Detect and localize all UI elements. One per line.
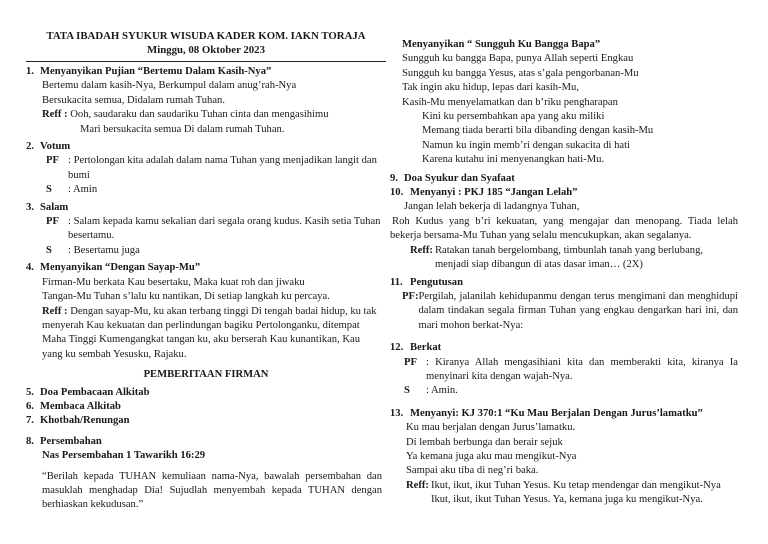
lyric-line: Memang tiada berarti bila dibanding dengan kasih-Mu [422, 125, 654, 137]
lyric-line: Karena kutahu ini menyenangkan hati-Mu. [422, 154, 605, 166]
lyric-line: Di lembah berbunga dan berair sejuk [406, 436, 563, 448]
title-divider [26, 61, 386, 62]
section-number: 6. [26, 400, 34, 412]
section-7 [26, 414, 382, 428]
section-title: Khotbah/Renungan [40, 415, 130, 427]
pf-label: PF [46, 155, 59, 167]
lyric-line: Firman-Mu berkata Kau besertaku, Maka kuat roh dan jiwaku [42, 276, 305, 288]
reff-label: Reff: [410, 244, 433, 256]
section-title: Votum [40, 141, 71, 153]
section-title: Doa Syukur dan Syafaat [404, 172, 515, 184]
reff-label: Reff: [406, 479, 429, 491]
s-text: : Amin. [426, 385, 458, 397]
section-6 [26, 400, 382, 414]
lyric-line: Tak ingin aku hidup, lepas dari kasih-Mu, [402, 82, 579, 94]
reff-line: Ooh, saudaraku dan saudariku Tuhan cinta dan mengasihimu [70, 109, 329, 121]
pf-text: : Kiranya Allah mengasihiani kita dan memberakti kita, kiranya Ia menyinari kita dengan wajah-Nya. [426, 356, 738, 382]
s-label: S [46, 184, 52, 196]
reff-label: Reff : [42, 109, 68, 121]
lyric-line: Sungguh ku bangga Yesus, atas s’gala pengorbanan-Mu [402, 67, 639, 79]
reff-text: Ikut, ikut, ikut Tuhan Yesus. Ku tetap mendengar dan mengikut-Nya Ikut, ikut, ikut Tuhan Yesus. Ya, kemana juga ku mengikut-Nya. [430, 479, 721, 506]
s-label: S [46, 244, 52, 256]
section-8 [26, 435, 382, 513]
section-title: Salam [40, 201, 69, 213]
firman-heading: PEMBERITAAN FIRMAN [143, 369, 269, 381]
section-title: Menyanyi: KJ 370:1 “Ku Mau Berjalan Dengan Jurus’lamatku” [410, 407, 703, 419]
right-column [390, 38, 738, 508]
section-4 [26, 261, 382, 362]
section-title: Membaca Alkitab [40, 400, 121, 412]
lyric-line: Kasih-Mu menyelamatkan dan b’riku pengharapan [402, 96, 618, 108]
reff-text: Ratakan tanah bergelombang, timbunlah tanah yang berlubang, menjadi siap dibangun di atas dasar iman… (2X) [434, 244, 704, 271]
reff-label: Reff : [42, 305, 68, 317]
lyric-line: Bertemu dalam kasih-Nya, Berkumpul dalam anug’rah-Nya [42, 80, 297, 92]
lyric-line: Bersukacita semua, Didalam rumah Tuhan. [42, 94, 226, 106]
section-number: 5. [26, 386, 34, 398]
lyric-line: Sungguh ku bangga Bapa, punya Allah seperti Engkau [402, 53, 634, 65]
section-11 [390, 276, 738, 334]
section-13 [390, 407, 738, 508]
lyric-line: Sampai aku tiba di neg’ri baka. [406, 465, 539, 477]
pf-label: PF [404, 356, 417, 368]
lyric-line: Namun ku ingin memb’ri dengan sukacita di hati [422, 139, 631, 151]
pf-text: : Salam kepada kamu sekalian dari segala orang kudus. Kasih setia Tuhan besertamu. [68, 216, 381, 242]
lyric-line: Kini ku persembahkan apa yang aku miliki [422, 111, 605, 123]
reff-text: Dengan sayap-Mu, ku akan terbang tinggi Di tengah badai hidup, ku tak menyerah Kau kekuatan dan perlindungan bagiku Pertolonganku, ditempat Maha Tinggi Kumengangkat tangan ku, aku berserah Kau kunantikan, Kau yang ku sembah Yesusku, Rajaku. [42, 305, 377, 360]
section-2 [26, 140, 382, 198]
section-title: Menyanyi : PKJ 185 “Jangan Lelah” [410, 187, 578, 199]
section-12 [390, 341, 738, 399]
section-1 [26, 65, 382, 137]
section-number: 1. [26, 66, 34, 77]
section-9 [390, 172, 738, 186]
song-section [390, 38, 738, 168]
section-title: Pengutusan [410, 276, 463, 288]
section-number: 4. [26, 262, 34, 274]
lyric-line: Roh Kudus yang b’ri kekuatan, yang mengajar dan menopang. Tiada lelah bekerja bersama-Mu Tuhan yang selalu mencukupkan, akan segalanya. [390, 215, 738, 242]
section-3 [26, 201, 382, 259]
document-title: TATA IBADAH SYUKUR WISUDA KADER KOM. IAKN TORAJA [46, 30, 366, 42]
section-number: 13. [390, 407, 404, 419]
pf-label: PF: [402, 290, 419, 302]
section-10 [390, 186, 738, 272]
song-title: Menyanyikan “ Sungguh Ku Bangga Bapa” [402, 39, 601, 50]
pf-label: PF [46, 216, 59, 228]
lyric-line: Tangan-Mu Tuhan s’lalu ku nantikan, Di setiap langkah ku percaya. [42, 291, 330, 303]
nas-title: Nas Persembahan 1 Tawarikh 16:29 [42, 450, 206, 462]
pf-text: : Pertolongan kita adalah dalam nama Tuhan yang menjadikan langit dan bumi [68, 155, 377, 181]
section-title: Menyanyikan Pujian “Bertemu Dalam Kasih-Nya” [40, 66, 272, 77]
s-label: S [404, 385, 410, 397]
section-number: 2. [26, 141, 34, 153]
section-number: 8. [26, 435, 34, 447]
pf-text: Pergilah, jalanilah kehidupanmu dengan terus mengimani dan menghidupi dalam tindakan segala firman Tuhan yang engkau dengarkan hari ini, dan mari mohon berkat-Nya: [418, 290, 738, 331]
lyric-line: Ya kemana juga aku mau mengikut-Nya [406, 450, 577, 462]
section-number: 7. [26, 415, 34, 427]
section-number: 3. [26, 201, 34, 213]
document-date: Minggu, 08 Oktober 2023 [147, 43, 265, 56]
section-title: Doa Pembacaan Alkitab [40, 386, 150, 398]
s-text: : Amin [68, 184, 98, 196]
section-number: 12. [390, 342, 404, 354]
section-number: 9. [390, 172, 398, 184]
reff-line: Mari bersukacita semua Di dalam rumah Tuhan. [80, 123, 285, 135]
section-number: 10. [390, 187, 404, 199]
section-title: Berkat [410, 342, 442, 354]
lyric-line: Jangan lelah bekerja di ladangnya Tuhan, [404, 201, 580, 213]
s-text: : Besertamu juga [68, 244, 140, 256]
section-title: Menyanyikan “Dengan Sayap-Mu” [40, 262, 201, 274]
section-title: Persembahan [40, 435, 102, 447]
lyric-line: Ku mau berjalan dengan Jurus’lamatku. [406, 422, 576, 434]
left-column [26, 30, 382, 513]
nas-quote: “Berilah kepada TUHAN kemuliaan nama-Nya, bawalah persembahan dan masuklah menghadap Dia! Sujudlah menyembah kepada TUHAN dengan berhiaskan kekudusan.” [42, 470, 382, 511]
section-5 [26, 386, 382, 400]
section-number: 11. [390, 276, 403, 288]
